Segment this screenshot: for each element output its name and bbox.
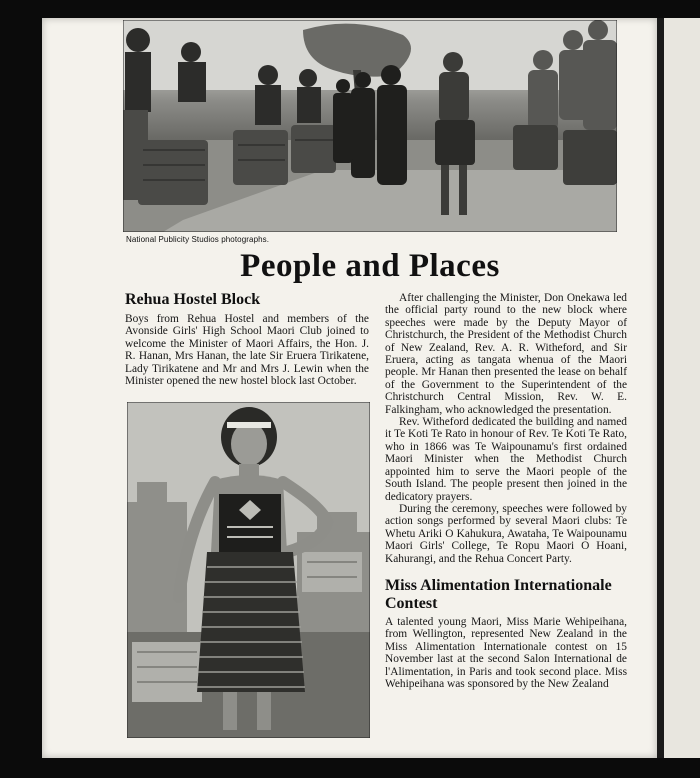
portrait-illustration [127, 402, 370, 738]
rehua-hostel-paragraph: Boys from Rehua Hostel and members of the Avonside Girls' High School Maori Club joined to welcome the Minister of Maori Affairs, the Hon. J. R. Hanan, Mrs Hanan, the late Sir Eruera Tirikatene, Lady Tirikatene and Mr and Mrs J. Lewin when the Minister opened the new hostel block last October. [125, 313, 369, 388]
page-title: People and Places [240, 248, 500, 284]
welcome-ceremony-photo [123, 20, 617, 232]
ceremony-paragraph-3: During the ceremony, speeches were followed by action songs performed by several Maori clubs: Te Whetu Ariki O Kahukura, Awataha, Te Waipounamu Maori Girls' College, Te Ropu Maori O Hoani, Kahurangi, and the Rehua Concert Party. [385, 502, 627, 565]
ceremony-text [385, 292, 627, 565]
rehua-hostel-subhead: Rehua Hostel Block [125, 291, 261, 308]
welcome-ceremony-illustration [123, 20, 617, 232]
ceremony-paragraph-2: Rev. Witheford dedicated the building and named it Te Koti Te Rato in honour of Rev. Te Koti Te Rato, who in 1866 was Te Waipounamu's first ordained Maori Minister when the Methodist Church appointed him to serve the Maori people of the South Island. The people present then joined in the dedicatory prayers. [385, 416, 627, 503]
miss-wehipeihana-photo [127, 402, 370, 738]
alimentation-contest-paragraph: A talented young Maori, Miss Marie Wehipeihana, from Wellington, represented New Zealand in the Miss Alimentation Internationale contest on 15 November last at the second Salon International de l'Alimentation, in Paris and took second place. Miss Wehipeihana was sponsored by the New Zealand [385, 616, 627, 691]
photo-caption: National Publicity Studios photographs. [126, 235, 270, 244]
rehua-hostel-text [125, 313, 369, 387]
alimentation-contest-subhead: Miss Alimentation Internationale Contest [385, 577, 612, 612]
facing-page-edge [664, 18, 700, 758]
alimentation-contest-text [385, 616, 627, 690]
page-gutter [657, 18, 664, 758]
ceremony-paragraph-1: After challenging the Minister, Don Onekawa led the official party round to the new block where speeches were made by the Deputy Mayor of Christchurch, the President of the Methodist Church of New Zealand, Rev. A. R. Witheford, and Sir Eruera, acting as tangata whenua of the Maori people. Mr Hanan then presented the lease on behalf of the Government to the Superintendent of the Christchurch Central Mission, Rev. W. E. Falkingham, who acknowledged the presentation. [385, 292, 627, 416]
